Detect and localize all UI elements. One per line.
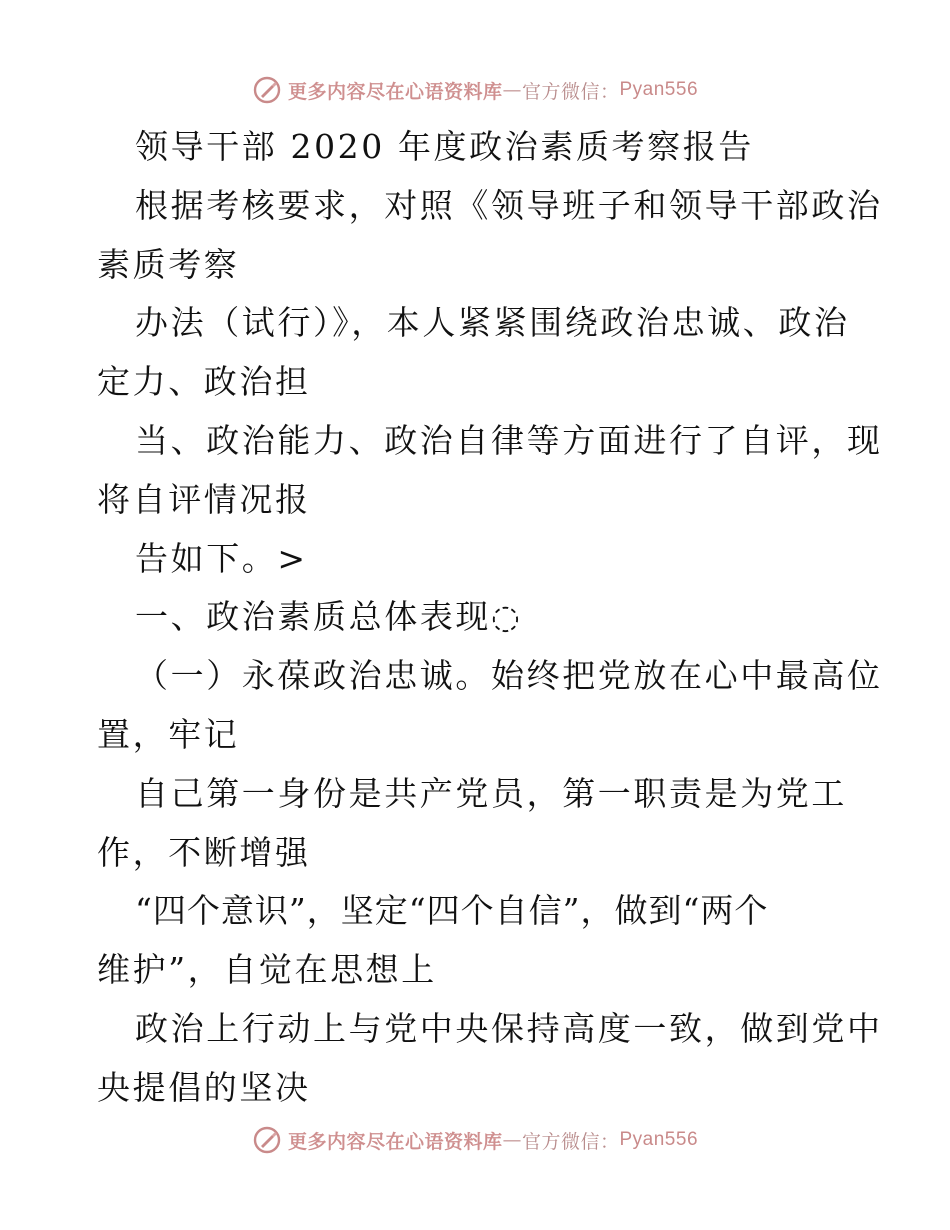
watermark-brand: 更多内容尽在心语资料库 [287,80,503,103]
text-line: 作，不断增强 [97,832,311,872]
watermark-official-label: 官方微信： [521,1130,620,1153]
text-line: 办法（试行）》，本人紧紧围绕政治忠诚、政治 [135,303,850,343]
pen-nib-circle-icon [252,1125,282,1155]
watermark-wechat-id: Pyan556 [619,79,699,100]
text-line: 维护”，自觉在思想上 [97,950,437,990]
pen-nib-circle-icon [252,75,282,105]
watermark-separator: — [502,79,522,101]
text-line: 政治上行动上与党中央保持高度一致，做到党中 [135,1008,883,1048]
watermark-brand: 更多内容尽在心语资料库 [287,1130,503,1153]
text-line: 告如下。> [135,538,308,578]
text-line: 根据考核要求，对照《领导班子和领导干部政治 [135,185,883,225]
section-heading: 一、政治素质总体表现◌ [135,597,523,637]
text-line: 定力、政治担 [97,362,311,402]
document-title: 领导干部 2020 年度政治素质考察报告 [135,127,754,166]
text-line: 自己第一身份是共产党员，第一职责是为党工 [135,773,847,813]
watermark-separator: — [502,1129,522,1151]
document-body [97,118,883,1118]
text-line: “四个意识”，坚定“四个自信”，做到“两个 [135,891,769,931]
watermark-header [0,70,950,110]
text-line: 央提倡的坚决 [97,1067,311,1107]
text-line: 置，牢记 [97,714,240,754]
text-line: 当、政治能力、政治自律等方面进行了自评，现 [135,420,883,460]
watermark-official-label: 官方微信： [521,80,620,103]
text-line: 将自评情况报 [97,479,311,519]
watermark-wechat-id: Pyan556 [619,1129,699,1150]
watermark-footer [0,1120,950,1160]
text-line: 素质考察 [97,244,240,284]
subsection-heading: （一）永葆政治忠诚。始终把党放在心中最高位 [135,656,883,696]
